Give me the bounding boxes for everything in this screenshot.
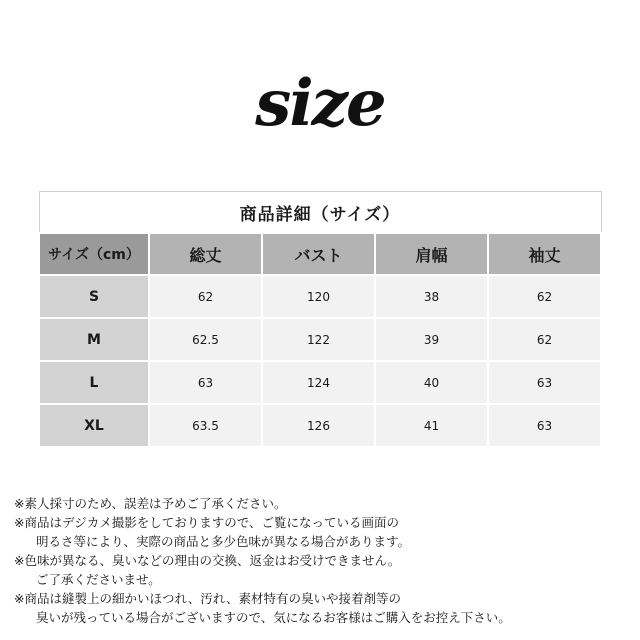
size-logo: size [255, 66, 385, 141]
length-value: 62 [149, 275, 262, 318]
header-shoulder: 肩幅 [375, 233, 488, 275]
table-row [39, 275, 601, 318]
table-header-row [39, 233, 601, 275]
size-label: XL [39, 404, 149, 447]
note-line: ※素人採寸のため、誤差は予めご了承ください。 [14, 496, 287, 511]
note-line: 臭いが残っている場合がございますので、気になるお客様はご購入をお控え下さい。 [36, 610, 511, 625]
header-size: サイズ（cm） [39, 233, 149, 275]
size-label: L [39, 361, 149, 404]
bust-value: 120 [262, 275, 375, 318]
length-value: 62.5 [149, 318, 262, 361]
note-line: ※商品はデジカメ撮影をしておりますので、ご覧になっている画面の [14, 515, 399, 530]
sleeve-value: 62 [488, 275, 601, 318]
table-row [39, 318, 601, 361]
size-label: M [39, 318, 149, 361]
header-bust: バスト [262, 233, 375, 275]
header-sleeve: 袖丈 [488, 233, 601, 275]
shoulder-value: 40 [375, 361, 488, 404]
table-row [39, 361, 601, 404]
table-title: 商品詳細（サイズ） [39, 192, 601, 234]
shoulder-value: 41 [375, 404, 488, 447]
length-value: 63.5 [149, 404, 262, 447]
bust-value: 122 [262, 318, 375, 361]
table-row [39, 404, 601, 447]
shoulder-value: 38 [375, 275, 488, 318]
bust-value: 126 [262, 404, 375, 447]
size-table [38, 191, 602, 448]
shoulder-value: 39 [375, 318, 488, 361]
sleeve-value: 63 [488, 404, 601, 447]
note-line: ご了承くださいませ。 [36, 572, 161, 587]
bust-value: 124 [262, 361, 375, 404]
header-length: 総丈 [149, 233, 262, 275]
length-value: 63 [149, 361, 262, 404]
note-line: ※商品は縫製上の細かいほつれ、汚れ、素材特有の臭いや接着剤等の [14, 591, 401, 606]
sleeve-value: 63 [488, 361, 601, 404]
notes-section [14, 494, 626, 627]
sleeve-value: 62 [488, 318, 601, 361]
note-line: ※色味が異なる、臭いなどの理由の交換、返金はお受けできません。 [14, 553, 401, 568]
note-line: 明るさ等により、実際の商品と多少色味が異なる場合があります。 [36, 534, 411, 549]
size-label: S [39, 275, 149, 318]
